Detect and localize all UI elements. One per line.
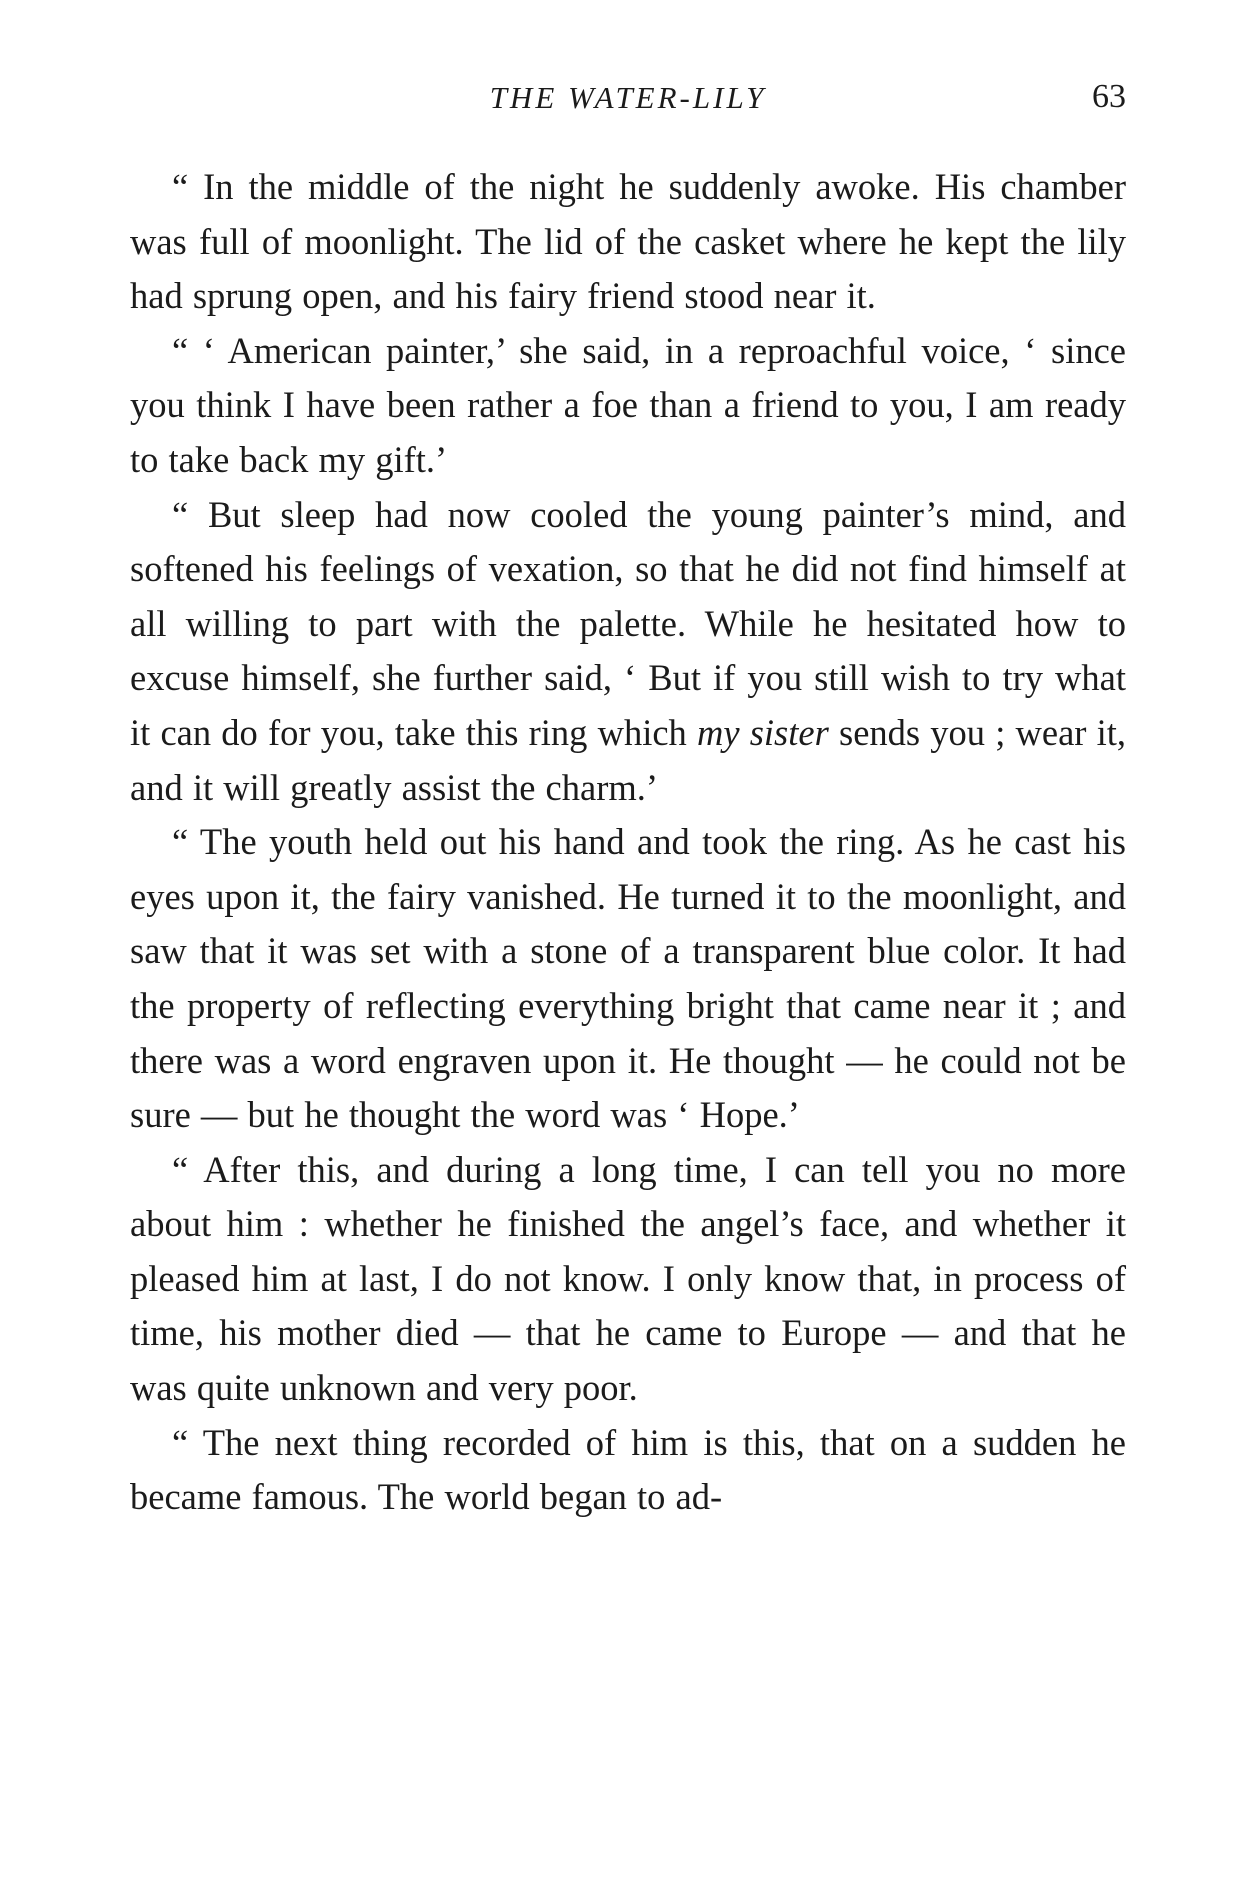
running-title: THE WATER-LILY bbox=[489, 80, 767, 115]
paragraph bbox=[130, 488, 1126, 816]
body-text bbox=[130, 160, 1126, 1525]
running-head bbox=[130, 70, 1126, 120]
paragraph: “ ‘ American painter,’ she said, in a reproachful voice, ‘ since you think I have been rather a foe than a friend to you, I am ready to take back my gift.’ bbox=[130, 329, 1126, 480]
paragraph: “ In the middle of the night he suddenly awoke. His chamber was full of moonlight. The lid of the casket where he kept the lily had sprung open, and his fairy friend stood near it. bbox=[130, 166, 1126, 317]
paragraph: “ After this, and during a long time, I can tell you no more about him : whether he finished the angel’s face, and whether it pleased him at last, I do not know. I only know that, in process of time, his mother died — that he came to Europe — and that he was quite unknown and very poor. bbox=[130, 1148, 1126, 1409]
emphasized-text: my sister bbox=[696, 711, 829, 753]
paragraph: “ The youth held out his hand and took the ring. As he cast his eyes upon it, the fairy vanished. He turned it to the moonlight, and saw that it was set with a stone of a transparent blue color. It had the property of reflecting everything bright that came near it ; and there was a word engraven upon it. He thought — he could not be sure — but he thought the word was ‘ Hope.’ bbox=[130, 821, 1126, 1136]
paragraph-text: sends you ; wear it, and it will greatly assist the charm.’ bbox=[130, 711, 1127, 808]
page-number: 63 bbox=[1092, 78, 1126, 115]
paragraph-text: “ But sleep had now cooled the young painter’s mind, and softened his feelings of vexation, so that he did not find himself at all willing to part with the palette. While he hesitated how to excuse himself, she further said, ‘ But if you still wish to try what it can do for you, take this ring which bbox=[130, 493, 1126, 753]
paragraph: “ The next thing recorded of him is this, that on a sudden he became famous. The world began to ad- bbox=[130, 1421, 1126, 1518]
